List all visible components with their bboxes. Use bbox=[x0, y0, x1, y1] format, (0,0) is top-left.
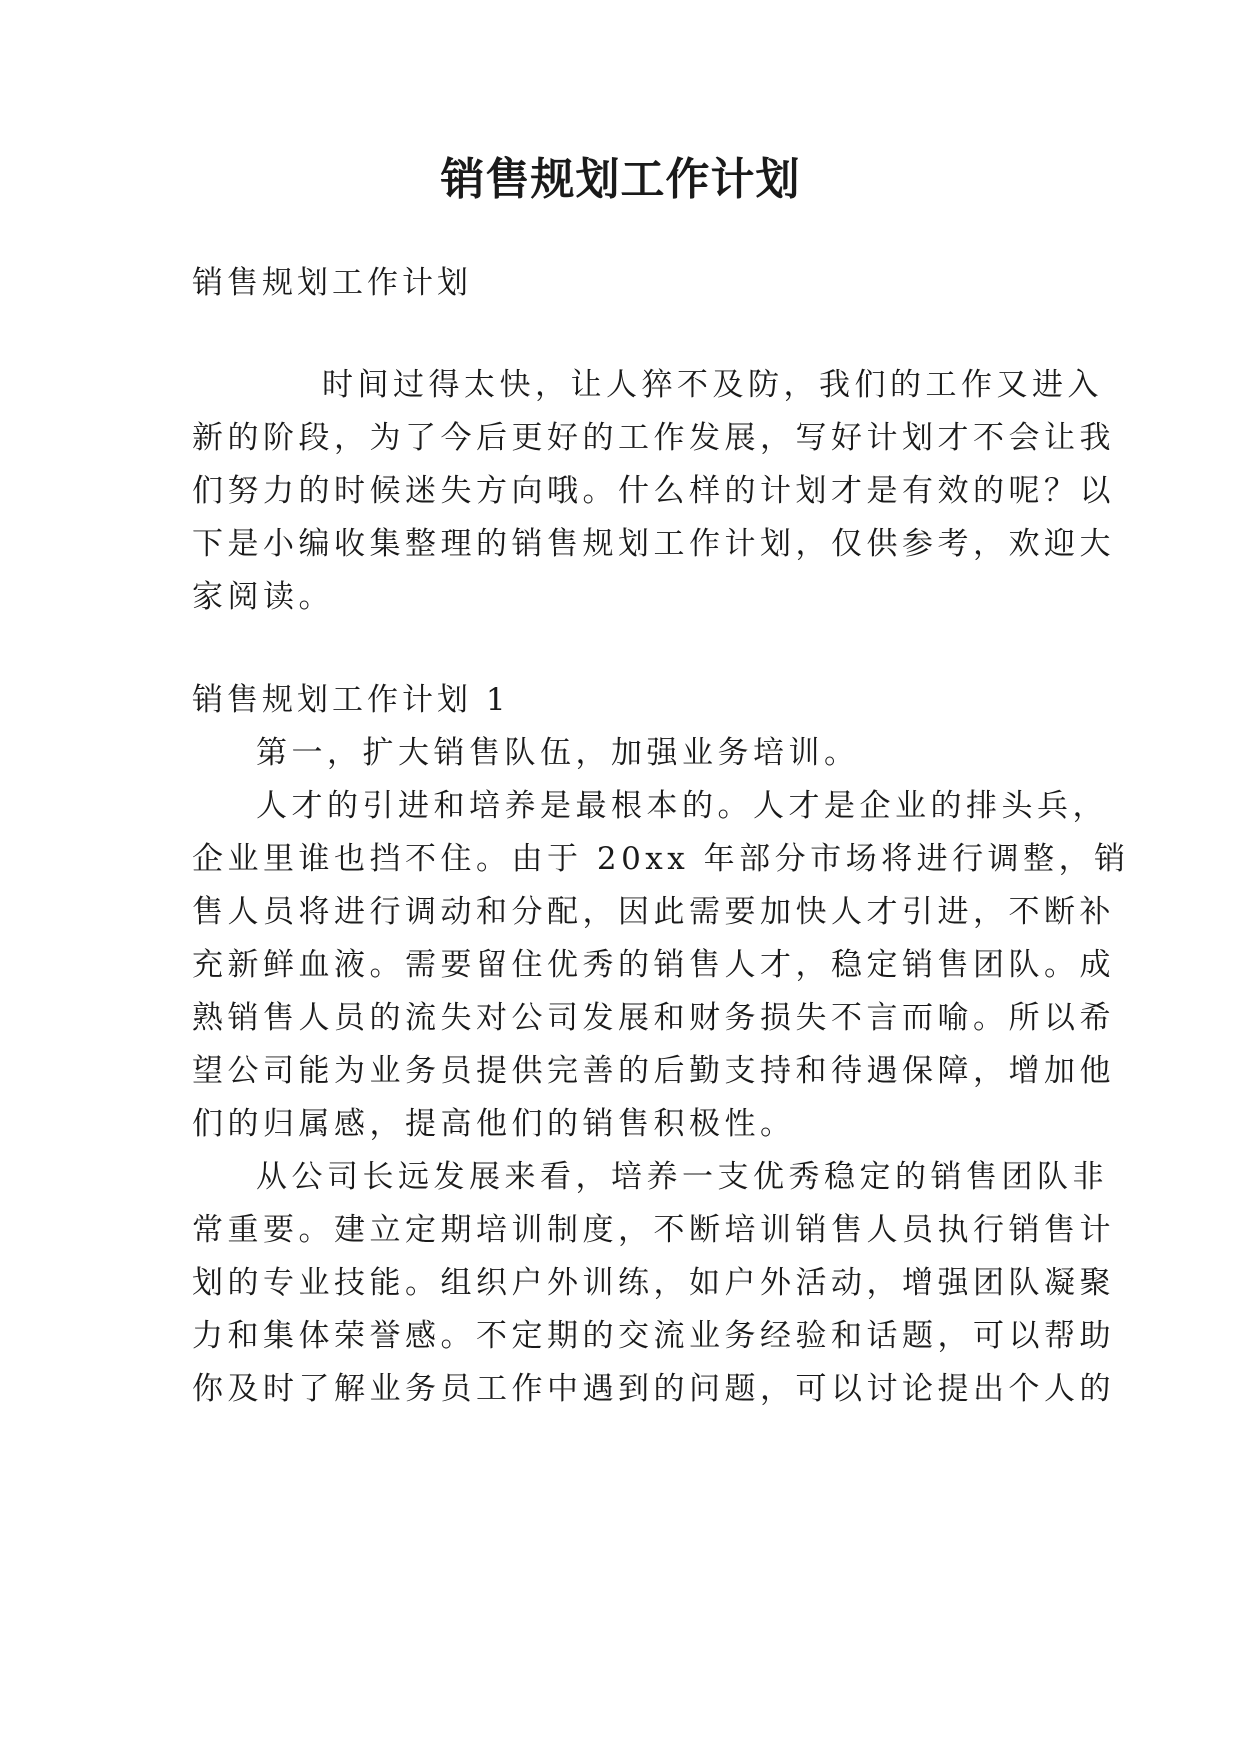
para2-line-2: 常重要。建立定期培训制度，不断培训销售人员执行销售计 bbox=[192, 1212, 1115, 1248]
para2-line-1: 从公司长远发展来看，培养一支优秀稳定的销售团队非 bbox=[256, 1159, 1108, 1195]
para2-line-4: 力和集体荣誉感。不定期的交流业务经验和话题，可以帮助 bbox=[192, 1318, 1115, 1354]
document-title: 销售规划工作计划 bbox=[440, 154, 801, 205]
para1-line-6: 望公司能为业务员提供完善的后勤支持和待遇保障，增加他 bbox=[192, 1053, 1115, 1089]
para1-line-4: 充新鲜血液。需要留住优秀的销售人才，稳定销售团队。成 bbox=[192, 947, 1115, 983]
para1-line-3: 售人员将进行调动和分配，因此需要加快人才引进，不断补 bbox=[192, 894, 1115, 930]
intro-line-4: 下是小编收集整理的销售规划工作计划，仅供参考，欢迎大 bbox=[192, 526, 1115, 562]
para2-line-5: 你及时了解业务员工作中遇到的问题，可以讨论提出个人的 bbox=[192, 1371, 1115, 1407]
para1-line-2: 企业里谁也挡不住。由于 20xx 年部分市场将进行调整，销 bbox=[192, 841, 1130, 877]
point-heading: 第一，扩大销售队伍，加强业务培训。 bbox=[256, 735, 860, 771]
document-subtitle: 销售规划工作计划 bbox=[192, 265, 472, 301]
intro-line-2: 新的阶段，为了今后更好的工作发展，写好计划才不会让我 bbox=[192, 420, 1115, 456]
section-heading: 销售规划工作计划 1 bbox=[192, 682, 510, 718]
para1-line-1: 人才的引进和培养是最根本的。人才是企业的排头兵， bbox=[256, 788, 1108, 824]
intro-line-3: 们努力的时候迷失方向哦。什么样的计划才是有效的呢？以 bbox=[192, 473, 1115, 509]
para1-line-5: 熟销售人员的流失对公司发展和财务损失不言而喻。所以希 bbox=[192, 1000, 1115, 1036]
para1-line-7: 们的归属感，提高他们的销售积极性。 bbox=[192, 1106, 796, 1142]
intro-line-1: 时间过得太快，让人猝不及防，我们的工作又进入 bbox=[322, 367, 1103, 403]
intro-line-5: 家阅读。 bbox=[192, 579, 334, 615]
para2-line-3: 划的专业技能。组织户外训练，如户外活动，增强团队凝聚 bbox=[192, 1265, 1115, 1301]
